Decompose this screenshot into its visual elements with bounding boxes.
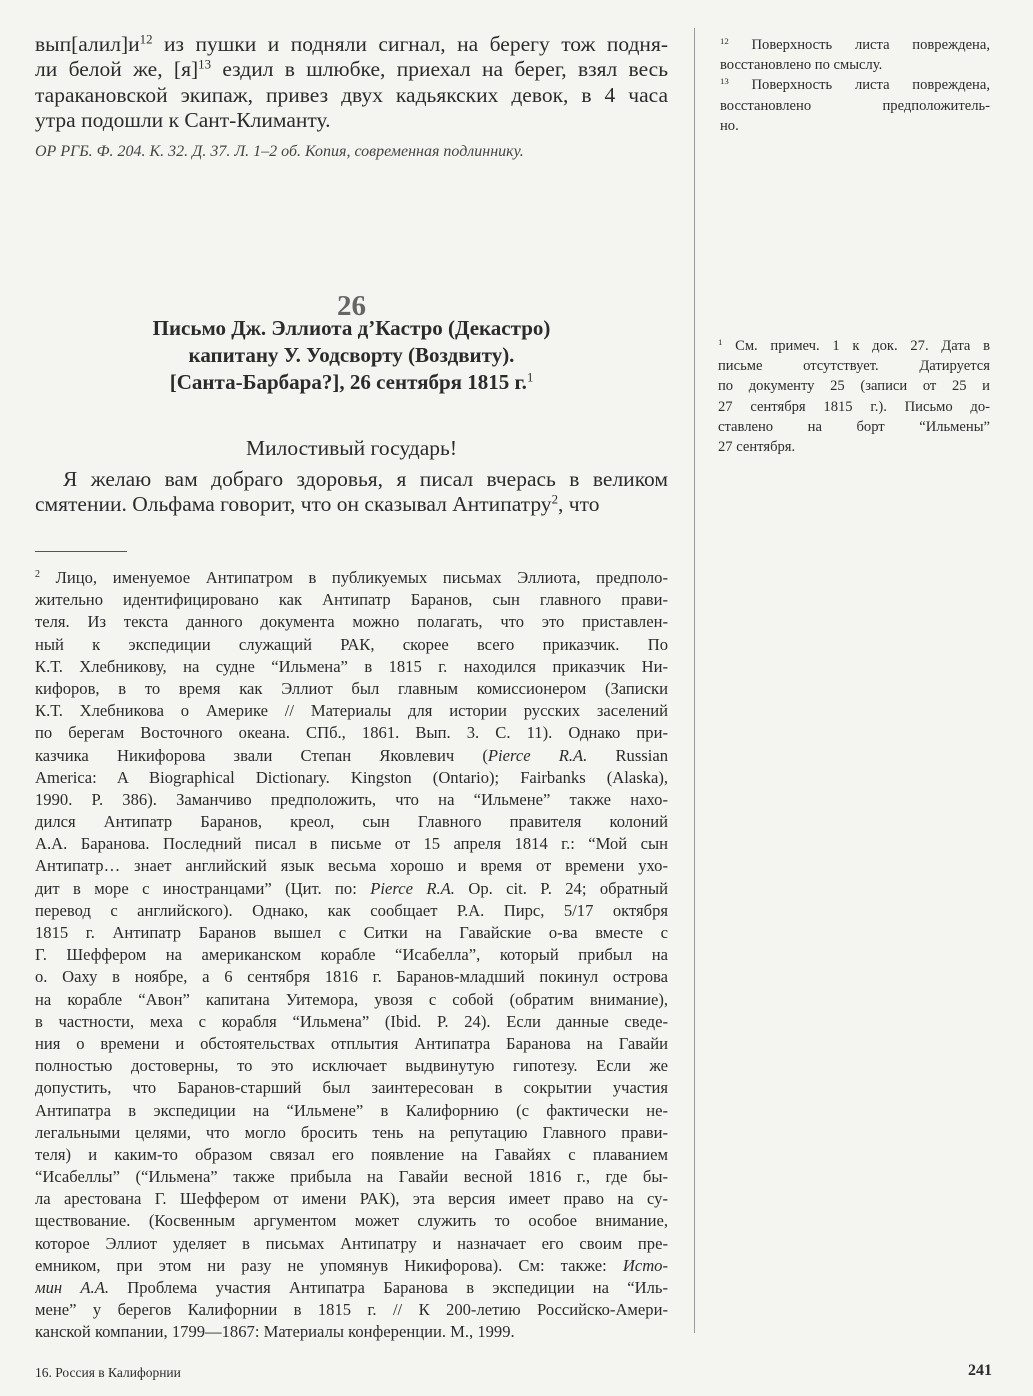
text-segment: Исто- — [622, 1255, 668, 1275]
text-segment: К.Т. Хлебникову, на судне “Ильмена” в 1815 г. находился приказчик Ни- — [35, 656, 668, 676]
text-line — [35, 567, 668, 589]
text-segment: Антипатра в экспедиции на “Ильмене” в Калифорнию (с фактически не- — [35, 1100, 668, 1120]
text-segment: емником, при этом ни разу не упомянув Никифорова). См: также: — [35, 1255, 623, 1275]
text-line — [35, 611, 668, 633]
text-segment: Лицо, именуемое Антипатром в публикуемых письмах Эллиота, предполо- — [39, 568, 668, 587]
text-line — [35, 634, 668, 656]
text-segment: ли белой же, [я] — [35, 57, 199, 82]
text-segment: кифоров, в то время как Эллиот был главным комиссионером (Записки — [35, 678, 668, 698]
text-line — [35, 1210, 668, 1232]
text-segment: 27 сентября. — [718, 438, 796, 455]
text-segment: Я желаю вам добраго здоровья, я писал вчерась в великом — [63, 467, 668, 491]
text-line — [35, 1299, 668, 1321]
text-segment: America: A Biographical Dictionary. Kingston (Ontario); Fairbanks (Alaska), — [35, 767, 668, 787]
text-segment: См. примеч. 1 к док. 27. Дата в — [722, 338, 990, 354]
text-segment: 27 сентября 1815 г.). Письмо до- — [718, 398, 990, 415]
text-line — [35, 678, 668, 700]
salutation: Милостивый государь! — [246, 436, 457, 460]
text-line — [35, 700, 668, 722]
text-segment: мин А.А. — [35, 1278, 109, 1297]
text-segment: Op. cit. P. 24; обратный — [454, 878, 668, 898]
text-line — [35, 1144, 668, 1166]
text-segment: Антипатр… знает английский язык весьма хорошо и время от времени ухо- — [35, 856, 668, 876]
letter-body — [35, 467, 668, 518]
text-line — [35, 1277, 668, 1299]
text-segment: “Исабеллы” (“Ильмена” также прибыла на Гавайи весной 1816 г., где бы- — [35, 1167, 668, 1187]
text-line — [35, 745, 668, 767]
text-line — [35, 966, 668, 988]
text-line — [35, 989, 668, 1011]
text-line — [35, 1188, 668, 1210]
footnote-ref: 1 — [526, 370, 534, 385]
running-footer-chapter: 16. Россия в Калифорнии — [35, 1365, 181, 1380]
text-line — [35, 767, 668, 789]
footnote-rule — [35, 551, 127, 552]
text-line — [35, 83, 668, 108]
main-text-fragment — [35, 32, 668, 134]
text-segment: перевод с английского). Однако, как сообщает Р.А. Пирс, 5/17 октября — [35, 900, 668, 920]
text-segment: Russian — [587, 745, 668, 765]
column-divider — [694, 28, 695, 1333]
text-segment: Г. Шеффером на американском корабле “Исабелла”, который прибыл на — [35, 945, 668, 965]
title-line — [35, 369, 668, 396]
text-segment: Поверхность листа повреждена, — [728, 77, 990, 94]
text-segment: ществование. (Косвенным аргументом может служить то особое внимание, — [35, 1211, 668, 1231]
text-segment: по документу 25 (записи от 25 и — [718, 378, 990, 395]
title-line-text: [Санта-Барбара?], 26 сентября 1815 г. — [169, 370, 527, 394]
text-segment: на корабле “Авон” капитана Уитемора, увозя с собой (обратим внимание), — [35, 989, 668, 1009]
text-line — [35, 722, 668, 744]
text-segment: жительно идентифицировано как Антипатр Баранов, сын главного прави- — [35, 590, 668, 610]
text-line — [35, 57, 668, 82]
text-segment: А.А. Баранова. Последний писал в письме от 15 апреля 1814 г.: “Мой сын — [35, 834, 668, 854]
text-line — [720, 75, 990, 95]
text-segment: утра подошли к Сант-Климанту. — [35, 108, 331, 133]
text-segment: теля. Из текста данного документа можно полагать, что это приставлен- — [35, 612, 668, 632]
text-line — [35, 1033, 668, 1055]
footnote-ref: 1 — [718, 336, 723, 347]
footnote-ref: 2 — [551, 492, 559, 507]
text-line — [35, 1255, 668, 1277]
text-line — [718, 437, 990, 457]
footnote-ref: 13 — [198, 57, 212, 72]
text-line — [718, 397, 990, 417]
text-segment: Pierce R.A. — [370, 878, 455, 898]
text-segment: в частности, меха с корабля “Ильмена” (Ibid. P. 24). Если данные сведе- — [35, 1011, 668, 1031]
text-line — [35, 944, 668, 966]
text-line — [720, 116, 990, 136]
text-line — [35, 656, 668, 678]
footnote-ref: 13 — [720, 76, 729, 87]
text-segment: 1815 г. Антипатр Баранов вышел с Ситки на Гавайские о-ва вместе с — [35, 923, 668, 942]
title-line: капитану У. Уодсворту (Воздвиту). — [188, 343, 515, 367]
text-line — [35, 878, 668, 900]
archive-citation: ОР РГБ. Ф. 204. К. 32. Д. 37. Л. 1–2 об. Копия, современная подлиннику. — [35, 143, 524, 160]
document-title — [35, 315, 668, 396]
text-segment: которое Эллиот уделяет в письмах Антипатру и назначает его своим пре- — [35, 1233, 668, 1253]
text-segment: из пушки и подняли сигнал, на берегу тож подня- — [152, 32, 668, 56]
footnote-ref: 12 — [139, 32, 153, 47]
text-segment: таракановской экипаж, привез двух кадьякских девок, в 4 часа — [35, 82, 668, 107]
text-segment: восстановлено по смыслу. — [720, 57, 883, 74]
text-line — [35, 855, 668, 877]
title-line: Письмо Дж. Эллиота д’Кастро (Декастро) — [152, 316, 551, 340]
text-segment: полностью достоверны, то это исключает выдвинутую гипотезу. Если же — [35, 1056, 668, 1076]
page-number: 241 — [968, 1362, 992, 1379]
text-segment: дит в море с иностранцами” (Цит. по: — [35, 878, 371, 898]
text-segment: восстановлено предположитель- — [720, 97, 990, 114]
text-line — [720, 96, 990, 116]
text-segment: по берегам Восточного океана. СПб., 1861. Вып. 3. С. 11). Однако при- — [35, 723, 668, 743]
text-segment: ния о времени и обстоятельствах отплытия Антипатра Баранова на Гавайи — [35, 1033, 668, 1053]
text-line — [35, 108, 668, 133]
side-notes-12-13 — [720, 35, 990, 136]
text-line — [720, 35, 990, 55]
text-segment: смятении. Ольфама говорит, что он сказывал Антипатру — [35, 492, 552, 517]
text-line — [718, 356, 990, 376]
text-line — [718, 417, 990, 437]
side-note-1 — [718, 336, 990, 457]
text-line — [718, 376, 990, 396]
text-line — [35, 467, 668, 492]
text-line — [35, 900, 668, 922]
text-segment: Pierce R.A. — [487, 745, 588, 765]
text-segment: казчика Никифорова звали Степан Яковлевич ( — [35, 745, 488, 765]
text-line — [35, 1233, 668, 1255]
text-segment: ездил в шлюбке, приехал на берег, взял весь — [211, 57, 668, 82]
text-segment: 1990. P. 386). Заманчиво предположить, что на “Ильмене” также нахо- — [35, 789, 668, 809]
text-segment: но. — [720, 117, 739, 134]
text-segment: вып[алил]и — [35, 32, 140, 56]
text-line — [35, 492, 668, 517]
text-segment: допустить, что Баранов-старший был заинтересован в сокрытии участия — [35, 1078, 668, 1098]
text-segment: о. Оаху в ноябре, а 6 сентября 1816 г. Баранов-младший покинул острова — [35, 967, 668, 987]
text-line — [35, 1011, 668, 1033]
footnote-ref: 12 — [720, 35, 729, 46]
text-segment: К.Т. Хлебникова о Америке // Материалы для истории русских заселений — [35, 701, 668, 721]
text-line — [35, 1055, 668, 1077]
text-segment: ла арестована Г. Шеффером от имени РАК), эта версия имеет право на су- — [35, 1189, 668, 1209]
text-segment: канской компании, 1799—1867: Материалы конференции. М., 1999. — [35, 1322, 515, 1342]
text-line — [35, 922, 668, 944]
text-line — [720, 55, 990, 75]
text-segment: теля) и каким-то образом связал его появление на Гавайях с плаванием — [35, 1144, 668, 1164]
text-segment: Поверхность листа повреждена, — [728, 37, 990, 53]
text-segment: легальными целями, что могло бросить тень на репутацию Главного прави- — [35, 1122, 668, 1142]
footnote-2 — [35, 567, 668, 1344]
footnote-ref: 2 — [35, 569, 40, 581]
text-segment: Проблема участия Антипатра Баранова в экспедиции на “Иль- — [108, 1278, 668, 1297]
text-line — [35, 1100, 668, 1122]
text-segment: ставлено на борт “Ильмены” — [718, 418, 990, 435]
text-segment: письме отсутствует. Датируется — [718, 358, 990, 375]
text-line — [35, 589, 668, 611]
text-line — [718, 336, 990, 356]
text-line — [35, 811, 668, 833]
text-line — [35, 32, 668, 57]
text-segment: ный к экспедиции служащий РАК, скорее всего приказчик. По — [35, 634, 668, 654]
text-line — [35, 789, 668, 811]
text-line — [35, 1077, 668, 1099]
document-number: 26 — [337, 290, 366, 322]
text-line — [35, 1166, 668, 1188]
text-line — [35, 833, 668, 855]
text-line — [35, 1122, 668, 1144]
text-segment: дился Антипатр Баранов, креол, сын Главного правителя колоний — [35, 812, 668, 832]
text-segment: , что — [558, 492, 600, 517]
text-segment: мене” у берегов Калифорнии в 1815 г. // К 200-летию Российско-Амери- — [35, 1300, 668, 1320]
text-line — [35, 1321, 668, 1343]
